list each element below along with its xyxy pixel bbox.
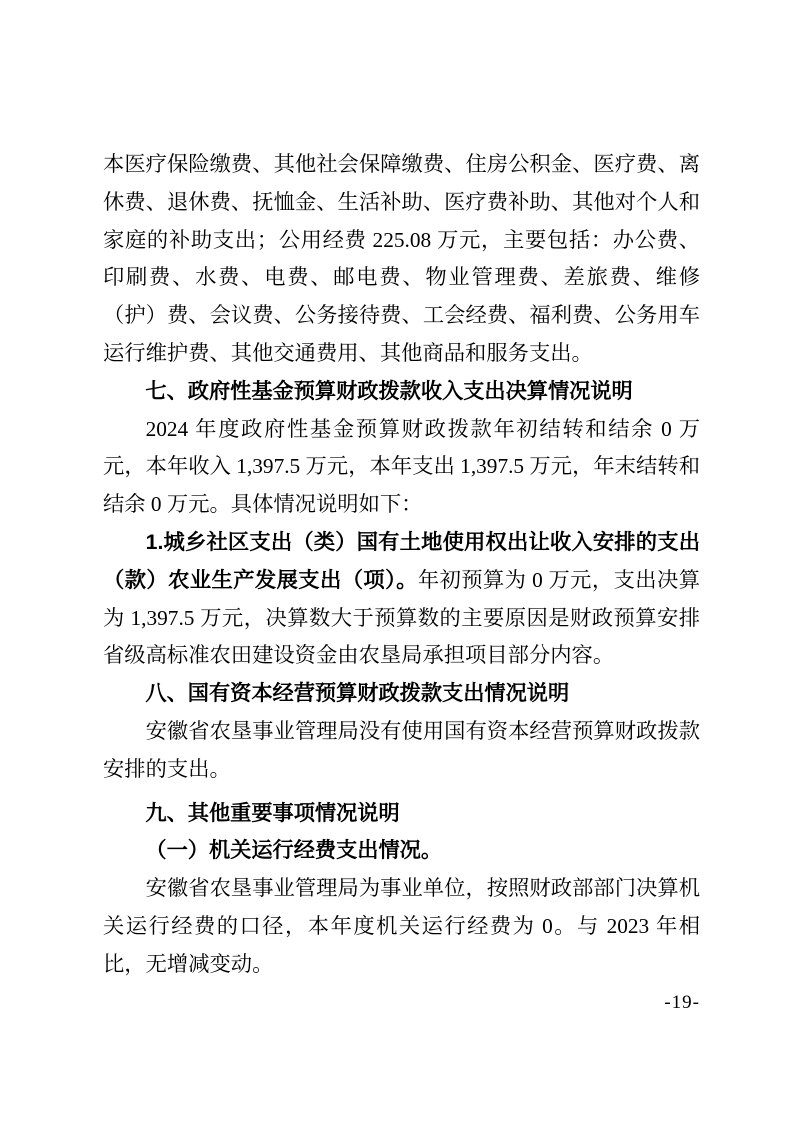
heading-section-9-1-operating-expense: （一）机关运行经费支出情况。 — [145, 839, 443, 863]
item-1-bold-title: 1.城乡社区支出（类）国有土地使用权出让收入安排的支出（款）农业生产发展支出（项）。 — [103, 529, 700, 592]
paragraph-item-1 — [103, 524, 700, 675]
paragraph-operating-expense: 安徽省农垦事业管理局为事业单位，按照财政部部门决算机关运行经费的口径，本年度机关运行经费为 0。与 2023 年相比，无增减变动。 — [103, 876, 700, 976]
item-1-detail-text: 年初预算为 0 万元，支出决算为 1,397.5 万元，决算数大于预算数的主要原因是财政预算安排省级高标准农田建设资金由农垦局承担项目部分内容。 — [103, 567, 700, 668]
page-content — [103, 146, 700, 984]
paragraph-expense-items-continuation: 本医疗保险缴费、其他社会保障缴费、住房公积金、医疗费、离休费、退休费、抚恤金、生活补助、医疗费补助、其他对个人和家庭的补助支出；公用经费 225.08 万元，主要包括：办公费、印刷费、水费、电费、邮电费、物业管理费、差旅费、维修（护）费、会议费、公务接待费、工会经费、福利费、公务用车运行维护费、其他交通费用、其他商品和服务支出。 — [103, 152, 700, 365]
heading-section-9-other-matters: 九、其他重要事项情况说明 — [145, 801, 400, 825]
page-number: -19- — [664, 992, 700, 1013]
heading-section-8-soe-capital: 八、国有资本经营预算财政拨款支出情况说明 — [145, 682, 570, 706]
paragraph-soe-capital: 安徽省农垦事业管理局没有使用国有资本经营预算财政拨款安排的支出。 — [103, 718, 700, 781]
paragraph-govfund-summary: 2024 年度政府性基金预算财政拨款年初结转和结余 0 万元，本年收入 1,397.5 万元，本年支出 1,397.5 万元，年末结转和结余 0 万元。具体情况说明如下： — [103, 416, 700, 517]
heading-section-7-govfund-budget: 七、政府性基金预算财政拨款收入支出决算情况说明 — [145, 379, 633, 403]
